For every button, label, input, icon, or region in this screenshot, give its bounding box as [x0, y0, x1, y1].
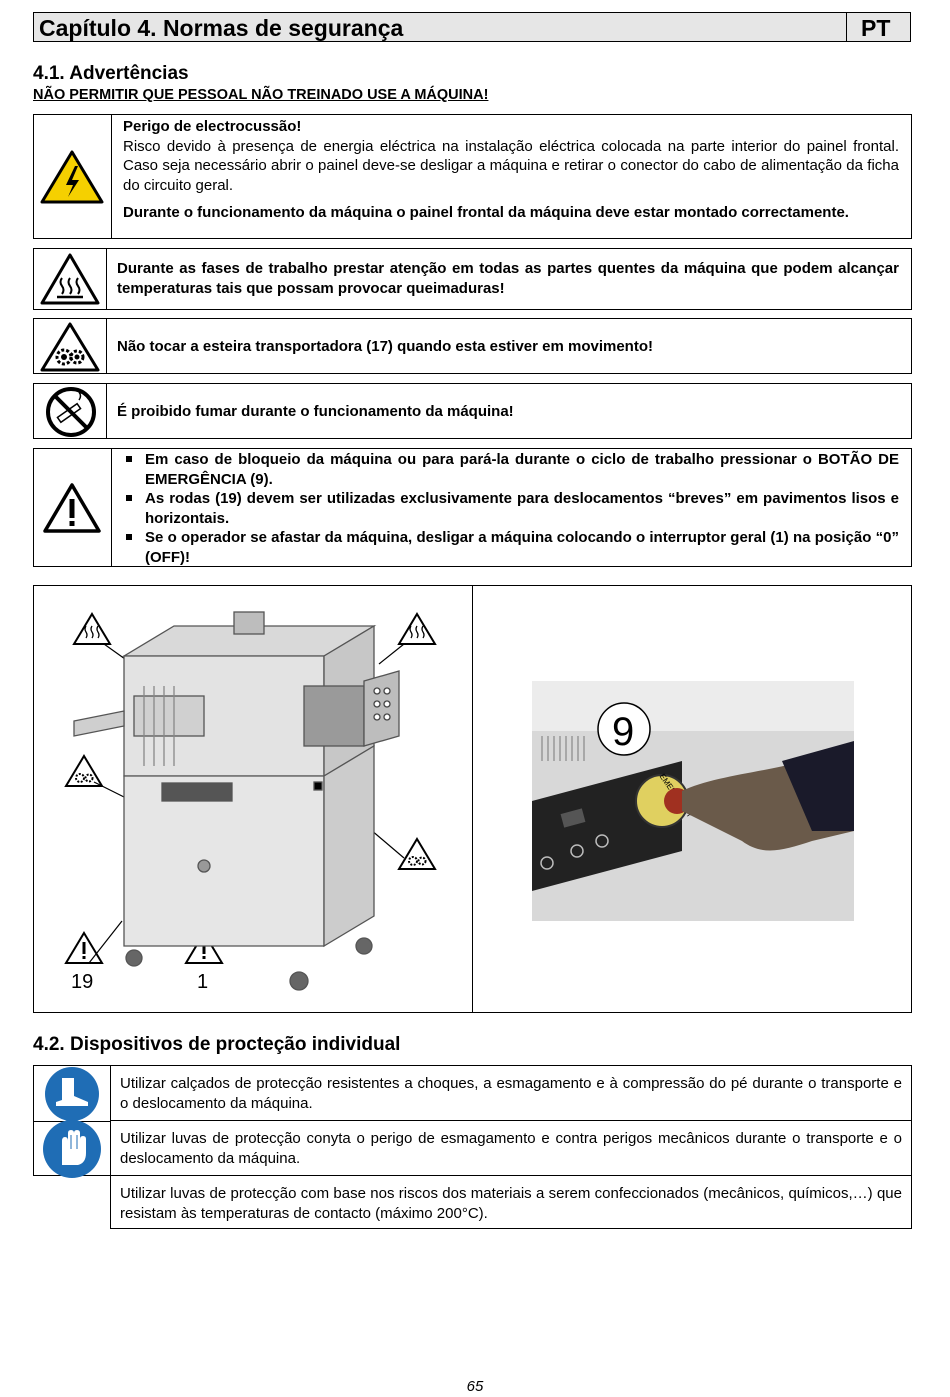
warning-box-general — [33, 448, 912, 567]
language-code: PT — [846, 13, 910, 41]
ppe-gloves-materials-text: Utilizar luvas de protecção com base nos riscos dos materiais a serem confeccionados (mecânicos, químicos,…) que resistam às temperaturas de contacto (máximo 200°C). — [120, 1185, 902, 1222]
hot-warning-text: Durante as fases de trabalho prestar atenção em todas as partes quentes da máquina que podem alcançar temperaturas tais que possam provocar queimaduras! — [117, 260, 899, 297]
chapter-header — [33, 12, 911, 42]
electric-warning-text: Risco devido à presença de energia eléctrica na instalação eléctrica colocada na parte interior do painel frontal. Caso seja necessário abrir o painel deve-se desligar a máquina e retirar o conector do cabo de alimentação da ficha do circuito geral. — [123, 137, 899, 194]
section-subheading-warning: NÃO PERMITIR QUE PESSOAL NÃO TREINADO USE A MÁQUINA! — [33, 87, 489, 103]
electric-warning-title: Perigo de electrocussão! — [123, 118, 302, 135]
shrink-tunnel-machine-illustration — [34, 586, 470, 1012]
chapter-title: Capítulo 4. Normas de segurança — [39, 15, 404, 41]
general-warning-list — [123, 450, 899, 567]
protective-gloves-icon — [42, 1119, 102, 1179]
hot-surface-warning-icon — [40, 252, 100, 306]
label-main-switch: 1 — [197, 971, 209, 993]
gears-warning-icon — [40, 321, 100, 373]
figure-box — [33, 585, 912, 1013]
ppe-gloves-mechanical-text: Utilizar luvas de protecção conyta o perigo de esmagamento e contra perigos mecânicos durante o transporte e o deslocamento da máquina. — [120, 1130, 902, 1167]
list-item: Se o operador se afastar da máquina, desligar a máquina colocando o interruptor geral (1) na posição “0” (OFF)! — [123, 528, 899, 567]
gears-warning-icon — [399, 839, 435, 869]
label-wheels: 19 — [71, 971, 94, 993]
hot-surface-warning-icon — [74, 614, 110, 644]
warning-box-hot — [33, 248, 912, 310]
electric-warning-note: Durante o funcionamento da máquina o painel frontal da máquina deve estar montado correctamente. — [123, 204, 849, 221]
section-heading-warnings: 4.1. Advertências — [33, 63, 189, 84]
ppe-row-boots — [110, 1065, 912, 1121]
warning-box-smoking — [33, 383, 912, 439]
warning-box-gears — [33, 318, 912, 374]
warning-box-electric — [33, 114, 912, 239]
ppe-boots-text: Utilizar calçados de protecção resistentes a choques, a esmagamento e à compressão do pé durante o transporte e o deslocamento da máquina. — [120, 1075, 902, 1112]
ppe-row-gloves-materials — [110, 1175, 912, 1229]
list-item: Em caso de bloqueio da máquina ou para pará-la durante o ciclo de trabalho pressionar o BOTÃO DE EMERGÊNCIA (9). — [123, 450, 899, 489]
hot-surface-warning-icon — [399, 614, 435, 644]
ppe-row-gloves-mechanical — [110, 1120, 912, 1176]
gears-warning-icon — [66, 756, 102, 786]
section-heading-ppe: 4.2. Dispositivos de procteção individual — [33, 1034, 401, 1055]
emergency-button-photo — [532, 681, 854, 921]
gears-warning-text: Não tocar a esteira transportadora (17) quando esta estiver em movimento! — [117, 338, 653, 355]
safety-boots-icon — [44, 1066, 100, 1122]
smoking-warning-text: É proibido fumar durante o funcionamento da máquina! — [117, 403, 514, 420]
page-number: 65 — [466, 1378, 484, 1395]
list-item: As rodas (19) devem ser utilizadas exclusivamente para deslocamentos “breves” em pavimentos lisos e horizontais. — [123, 489, 899, 528]
electric-shock-warning-icon — [40, 149, 104, 205]
ppe-table — [33, 1065, 912, 1230]
label-emergency-button: 9 — [612, 710, 635, 754]
general-warning-icon — [66, 933, 102, 963]
general-warning-icon — [43, 482, 101, 534]
no-smoking-icon — [45, 386, 97, 438]
